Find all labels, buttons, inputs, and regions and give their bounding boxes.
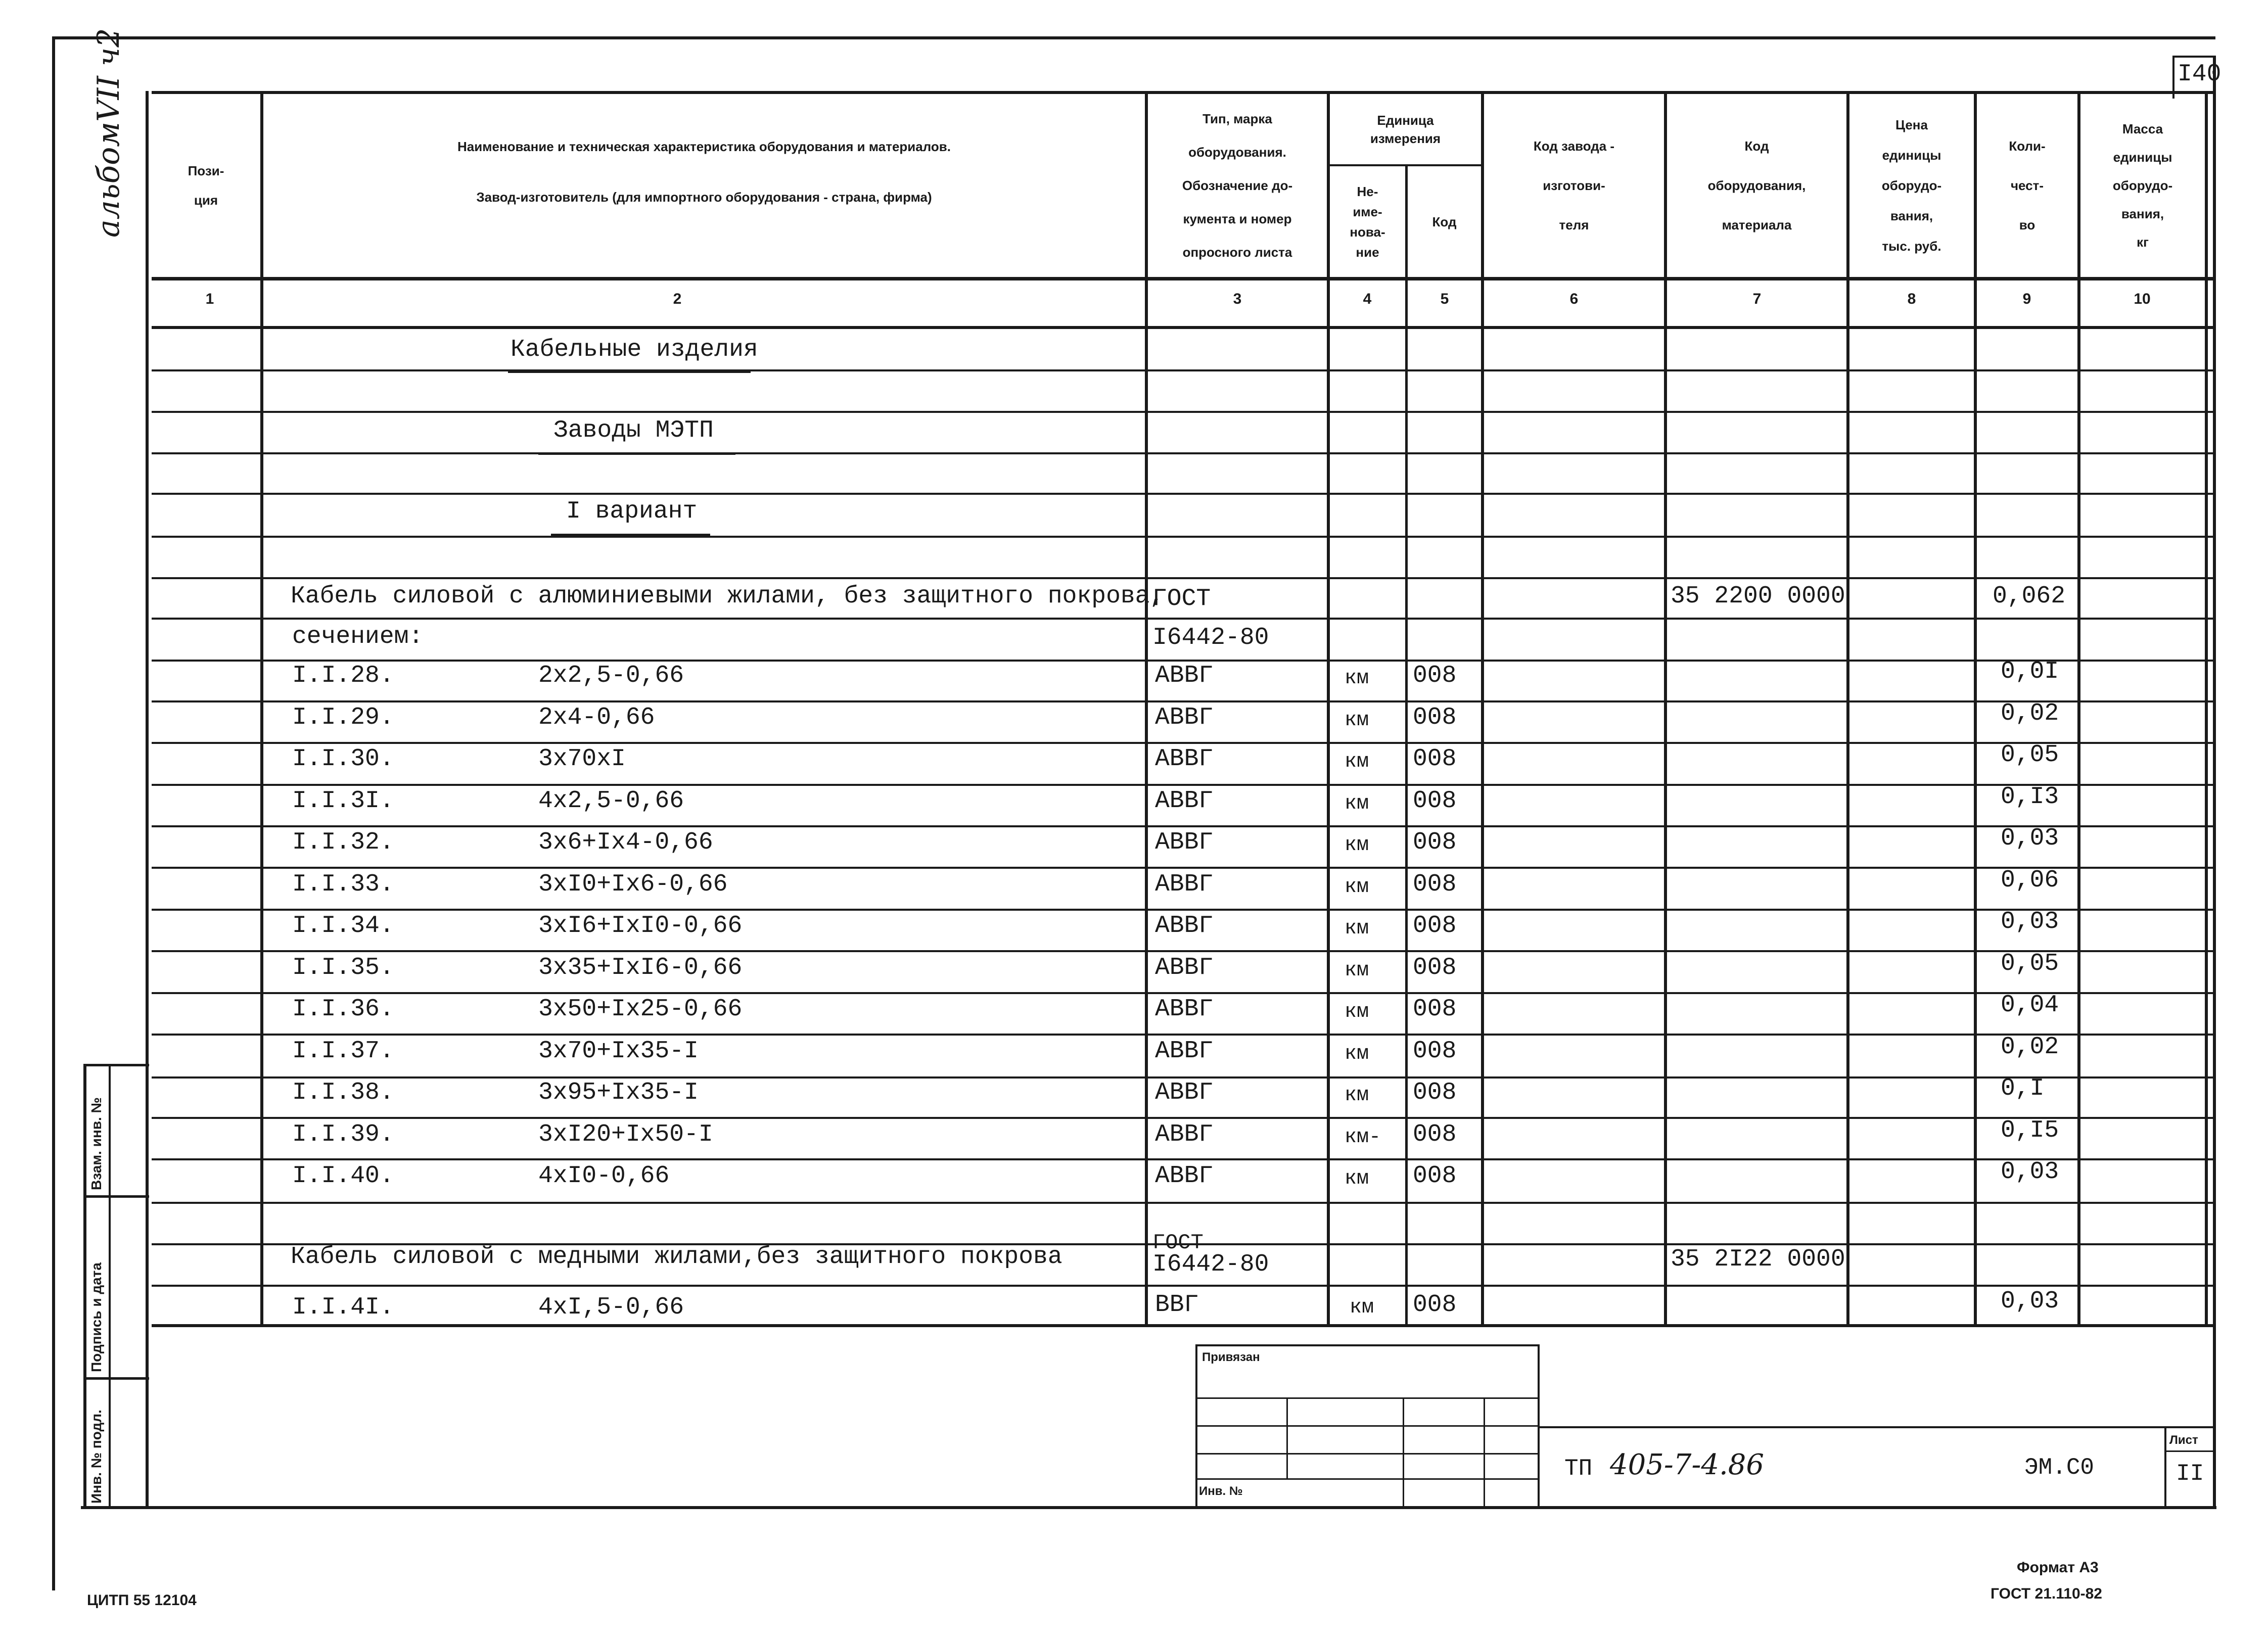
row-unit-code: 008: [1413, 1079, 1457, 1106]
row-position: I.I.37.: [292, 1037, 394, 1065]
row-unit: км-: [1345, 1126, 1381, 1149]
row-quantity: 0,0I: [2001, 658, 2059, 685]
row-position: I.I.36.: [292, 996, 394, 1023]
stamp-privyazan: Привязан: [1202, 1350, 1260, 1364]
group2-doc-line1: ГОСТ: [1152, 1231, 1204, 1255]
section-variant-1: I вариант: [566, 498, 698, 525]
outer-frame-left: [52, 36, 55, 1590]
row-quantity: 0,03: [2001, 1158, 2059, 1186]
stamp-list-number: II: [2176, 1461, 2204, 1487]
row-spec: 2х2,5-0,66: [538, 662, 684, 689]
side-signature-date: Подпись и дата: [88, 1262, 104, 1372]
colnum-4: 4: [1363, 291, 1372, 307]
row-spec: 3хI0+Iх6-0,66: [538, 870, 728, 898]
row-separator: [152, 660, 2214, 662]
row-spec: 3х95+Iх35-I: [538, 1079, 699, 1106]
row-spec: 4хI0-0,66: [538, 1162, 670, 1190]
colnum-8: 8: [1907, 291, 1916, 307]
last-row-type: ВВГ: [1155, 1291, 1199, 1319]
row-spec: 3х35+IхI6-0,66: [538, 954, 743, 981]
group1-quantity: 0,062: [1993, 583, 2066, 610]
row-unit-code: 008: [1413, 704, 1457, 731]
row-unit-code: 008: [1413, 996, 1457, 1023]
group2-equipment-code: 35 2I22 0000: [1671, 1246, 1845, 1273]
row-separator: [152, 784, 2214, 786]
row-type: АВВГ: [1155, 996, 1214, 1023]
row-unit-code: 008: [1413, 787, 1457, 815]
row-separator: [152, 577, 2214, 579]
row-quantity: 0,I: [2001, 1075, 2045, 1102]
header-unit-code: Код: [1432, 214, 1457, 229]
row-quantity: 0,I5: [2001, 1116, 2059, 1144]
colnum-7: 7: [1752, 291, 1762, 307]
last-row-unit-code: 008: [1413, 1291, 1457, 1319]
row-spec: 3хI20+Iх50-I: [538, 1120, 713, 1148]
row-quantity: 0,03: [2001, 825, 2059, 852]
row-unit: км: [1345, 792, 1369, 815]
row-unit-code: 008: [1413, 1037, 1457, 1065]
row-separator: [152, 1202, 2214, 1204]
stamp-doc-code-handwritten: 405-7-4.86: [1610, 1448, 1765, 1481]
side-inv-podl: Инв. № подл.: [88, 1410, 104, 1504]
row-separator: [152, 411, 2214, 413]
row-separator: [152, 867, 2214, 869]
margin-note: альбомVII ч2: [91, 28, 126, 238]
row-separator: [152, 536, 2214, 538]
group1-title-line1: Кабель силовой с алюминиевыми жилами, без защитного покрова,: [291, 583, 1165, 610]
row-separator: [152, 452, 2214, 454]
header-unit-group: Единица измерения: [1370, 112, 1441, 146]
row-spec: 3х50+Iх25-0,66: [538, 996, 743, 1023]
row-unit-code: 008: [1413, 954, 1457, 981]
row-quantity: 0,02: [2001, 1033, 2059, 1061]
side-vzam-inv: Взам. инв. №: [88, 1097, 104, 1190]
row-unit-code: 008: [1413, 745, 1457, 773]
row-quantity: 0,02: [2001, 699, 2059, 727]
group2-doc-line2: I6442-80: [1152, 1251, 1269, 1278]
header-mass: Масса единицы оборудо- вания, кг: [2112, 121, 2173, 250]
section-metp-plants: Заводы МЭТП: [553, 417, 714, 444]
header-name-line1: Наименование и техническая характеристика оборудования и материалов.: [457, 139, 951, 154]
row-type: АВВГ: [1155, 704, 1214, 731]
header-unit-name: Не- име- нова- ние: [1350, 183, 1385, 260]
colnum-5: 5: [1440, 291, 1449, 307]
row-type: АВВГ: [1155, 954, 1214, 981]
header-price: Цена единицы оборудо- вания, тыс. руб.: [1881, 117, 1942, 254]
outer-frame-bottom: [81, 1506, 2216, 1509]
row-separator: [152, 1158, 2214, 1160]
row-unit-code: 008: [1413, 662, 1457, 689]
group1-doc-line2: I6442-80: [1152, 624, 1269, 651]
row-spec: 3х70+Iх35-I: [538, 1037, 699, 1065]
stamp-mark: ЭМ.С0: [2024, 1455, 2095, 1481]
inner-left-border: [146, 91, 149, 1509]
row-type: АВВГ: [1155, 1037, 1214, 1065]
row-separator: [152, 1117, 2214, 1119]
row-position: I.I.30.: [292, 745, 394, 773]
footer-citp: ЦИТП 55 12104: [87, 1592, 197, 1609]
row-unit: км: [1345, 1167, 1369, 1190]
header-factory-code: Код завода - изготови- теля: [1533, 138, 1615, 232]
row-quantity: 0,03: [2001, 908, 2059, 935]
row-separator: [152, 700, 2214, 702]
row-position: I.I.29.: [292, 704, 394, 731]
row-separator: [152, 369, 2214, 371]
row-position: I.I.39.: [292, 1120, 394, 1148]
row-position: I.I.32.: [292, 829, 394, 856]
row-position: I.I.35.: [292, 954, 394, 981]
row-unit: км: [1345, 875, 1369, 899]
row-unit-code: 008: [1413, 1162, 1457, 1190]
row-separator: [152, 1324, 2214, 1327]
row-quantity: 0,I3: [2001, 783, 2059, 811]
row-spec: 3х70хI: [538, 745, 626, 773]
row-separator: [152, 992, 2214, 994]
row-separator: [152, 950, 2214, 952]
row-position: I.I.34.: [292, 912, 394, 940]
last-row-quantity: 0,03: [2001, 1288, 2059, 1315]
group2-title: Кабель силовой с медными жилами,без защитного покрова: [291, 1243, 1062, 1271]
colnum-9: 9: [2022, 291, 2031, 307]
row-quantity: 0,05: [2001, 741, 2059, 769]
row-unit: км: [1345, 667, 1369, 690]
row-quantity: 0,05: [2001, 950, 2059, 977]
stamp-inv-no: Инв. №: [1199, 1484, 1243, 1498]
row-unit: км: [1345, 1001, 1369, 1023]
row-separator: [152, 493, 2214, 495]
row-type: АВВГ: [1155, 829, 1214, 856]
header-name-line2: Завод-изготовитель (для импортного оборудования - страна, фирма): [476, 190, 932, 205]
last-row-spec: 4хI,5-0,66: [538, 1294, 684, 1321]
row-type: АВВГ: [1155, 1120, 1214, 1148]
row-unit: км: [1345, 834, 1369, 857]
last-row-position: I.I.4I.: [292, 1294, 394, 1321]
stamp-list-label: Лист: [2169, 1433, 2198, 1447]
row-position: I.I.38.: [292, 1079, 394, 1106]
row-position: I.I.28.: [292, 662, 394, 689]
row-position: I.I.33.: [292, 870, 394, 898]
group1-equipment-code: 35 2200 0000: [1671, 583, 1845, 610]
row-unit-code: 008: [1413, 870, 1457, 898]
colnum-3: 3: [1233, 291, 1242, 307]
footer-gost: ГОСТ 21.110-82: [1991, 1585, 2102, 1602]
last-row-unit: км: [1350, 1296, 1374, 1319]
row-type: АВВГ: [1155, 870, 1214, 898]
footer-format: Формат А3: [2017, 1559, 2099, 1576]
row-position: I.I.40.: [292, 1162, 394, 1190]
row-quantity: 0,04: [2001, 992, 2059, 1019]
row-type: АВВГ: [1155, 787, 1214, 815]
row-type: АВВГ: [1155, 912, 1214, 940]
row-unit: км: [1345, 1084, 1369, 1107]
row-unit: км: [1345, 709, 1369, 732]
row-type: АВВГ: [1155, 1162, 1214, 1190]
row-separator: [152, 1285, 2214, 1287]
row-unit: км: [1345, 1042, 1369, 1065]
row-unit: км: [1345, 959, 1369, 982]
row-separator: [152, 1034, 2214, 1036]
row-unit-code: 008: [1413, 829, 1457, 856]
header-quantity: Коли- чест- во: [2009, 138, 2046, 232]
row-separator: [152, 742, 2214, 744]
row-unit: км: [1345, 917, 1369, 940]
row-spec: 4х2,5-0,66: [538, 787, 684, 815]
outer-frame-top: [52, 36, 2215, 39]
colnum-6: 6: [1569, 291, 1579, 307]
stamp-doc-prefix: ТП: [1564, 1456, 1593, 1482]
outer-frame-right: [2213, 56, 2216, 1509]
colnum-1: 1: [205, 291, 214, 307]
row-separator: [152, 909, 2214, 911]
colnum-2: 2: [673, 291, 682, 307]
row-position: I.I.3I.: [292, 787, 394, 815]
row-spec: 3хI6+IхI0-0,66: [538, 912, 743, 940]
row-unit-code: 008: [1413, 1120, 1457, 1148]
section-cable-products: Кабельные изделия: [511, 336, 758, 363]
colnum-10: 10: [2134, 291, 2151, 307]
group1-title-line2: сечением:: [292, 623, 424, 650]
sheet-number-top: I40: [2178, 61, 2221, 88]
row-spec: 3х6+Iх4-0,66: [538, 829, 713, 856]
row-unit-code: 008: [1413, 912, 1457, 940]
header-position: Пози- ция: [188, 163, 224, 208]
row-type: АВВГ: [1155, 745, 1214, 773]
row-quantity: 0,06: [2001, 866, 2059, 894]
header-type: Тип, марка оборудования. Обозначение до- кумента и номер опросного листа: [1182, 111, 1293, 260]
row-unit: км: [1345, 751, 1369, 773]
row-separator: [152, 618, 2214, 620]
header-equipment-code: Код оборудования, материала: [1707, 138, 1806, 232]
group1-doc-line1: ГОСТ: [1152, 585, 1211, 613]
row-type: АВВГ: [1155, 1079, 1214, 1106]
row-separator: [152, 825, 2214, 827]
row-type: АВВГ: [1155, 662, 1214, 689]
row-spec: 2х4-0,66: [538, 704, 655, 731]
row-separator: [152, 1076, 2214, 1079]
